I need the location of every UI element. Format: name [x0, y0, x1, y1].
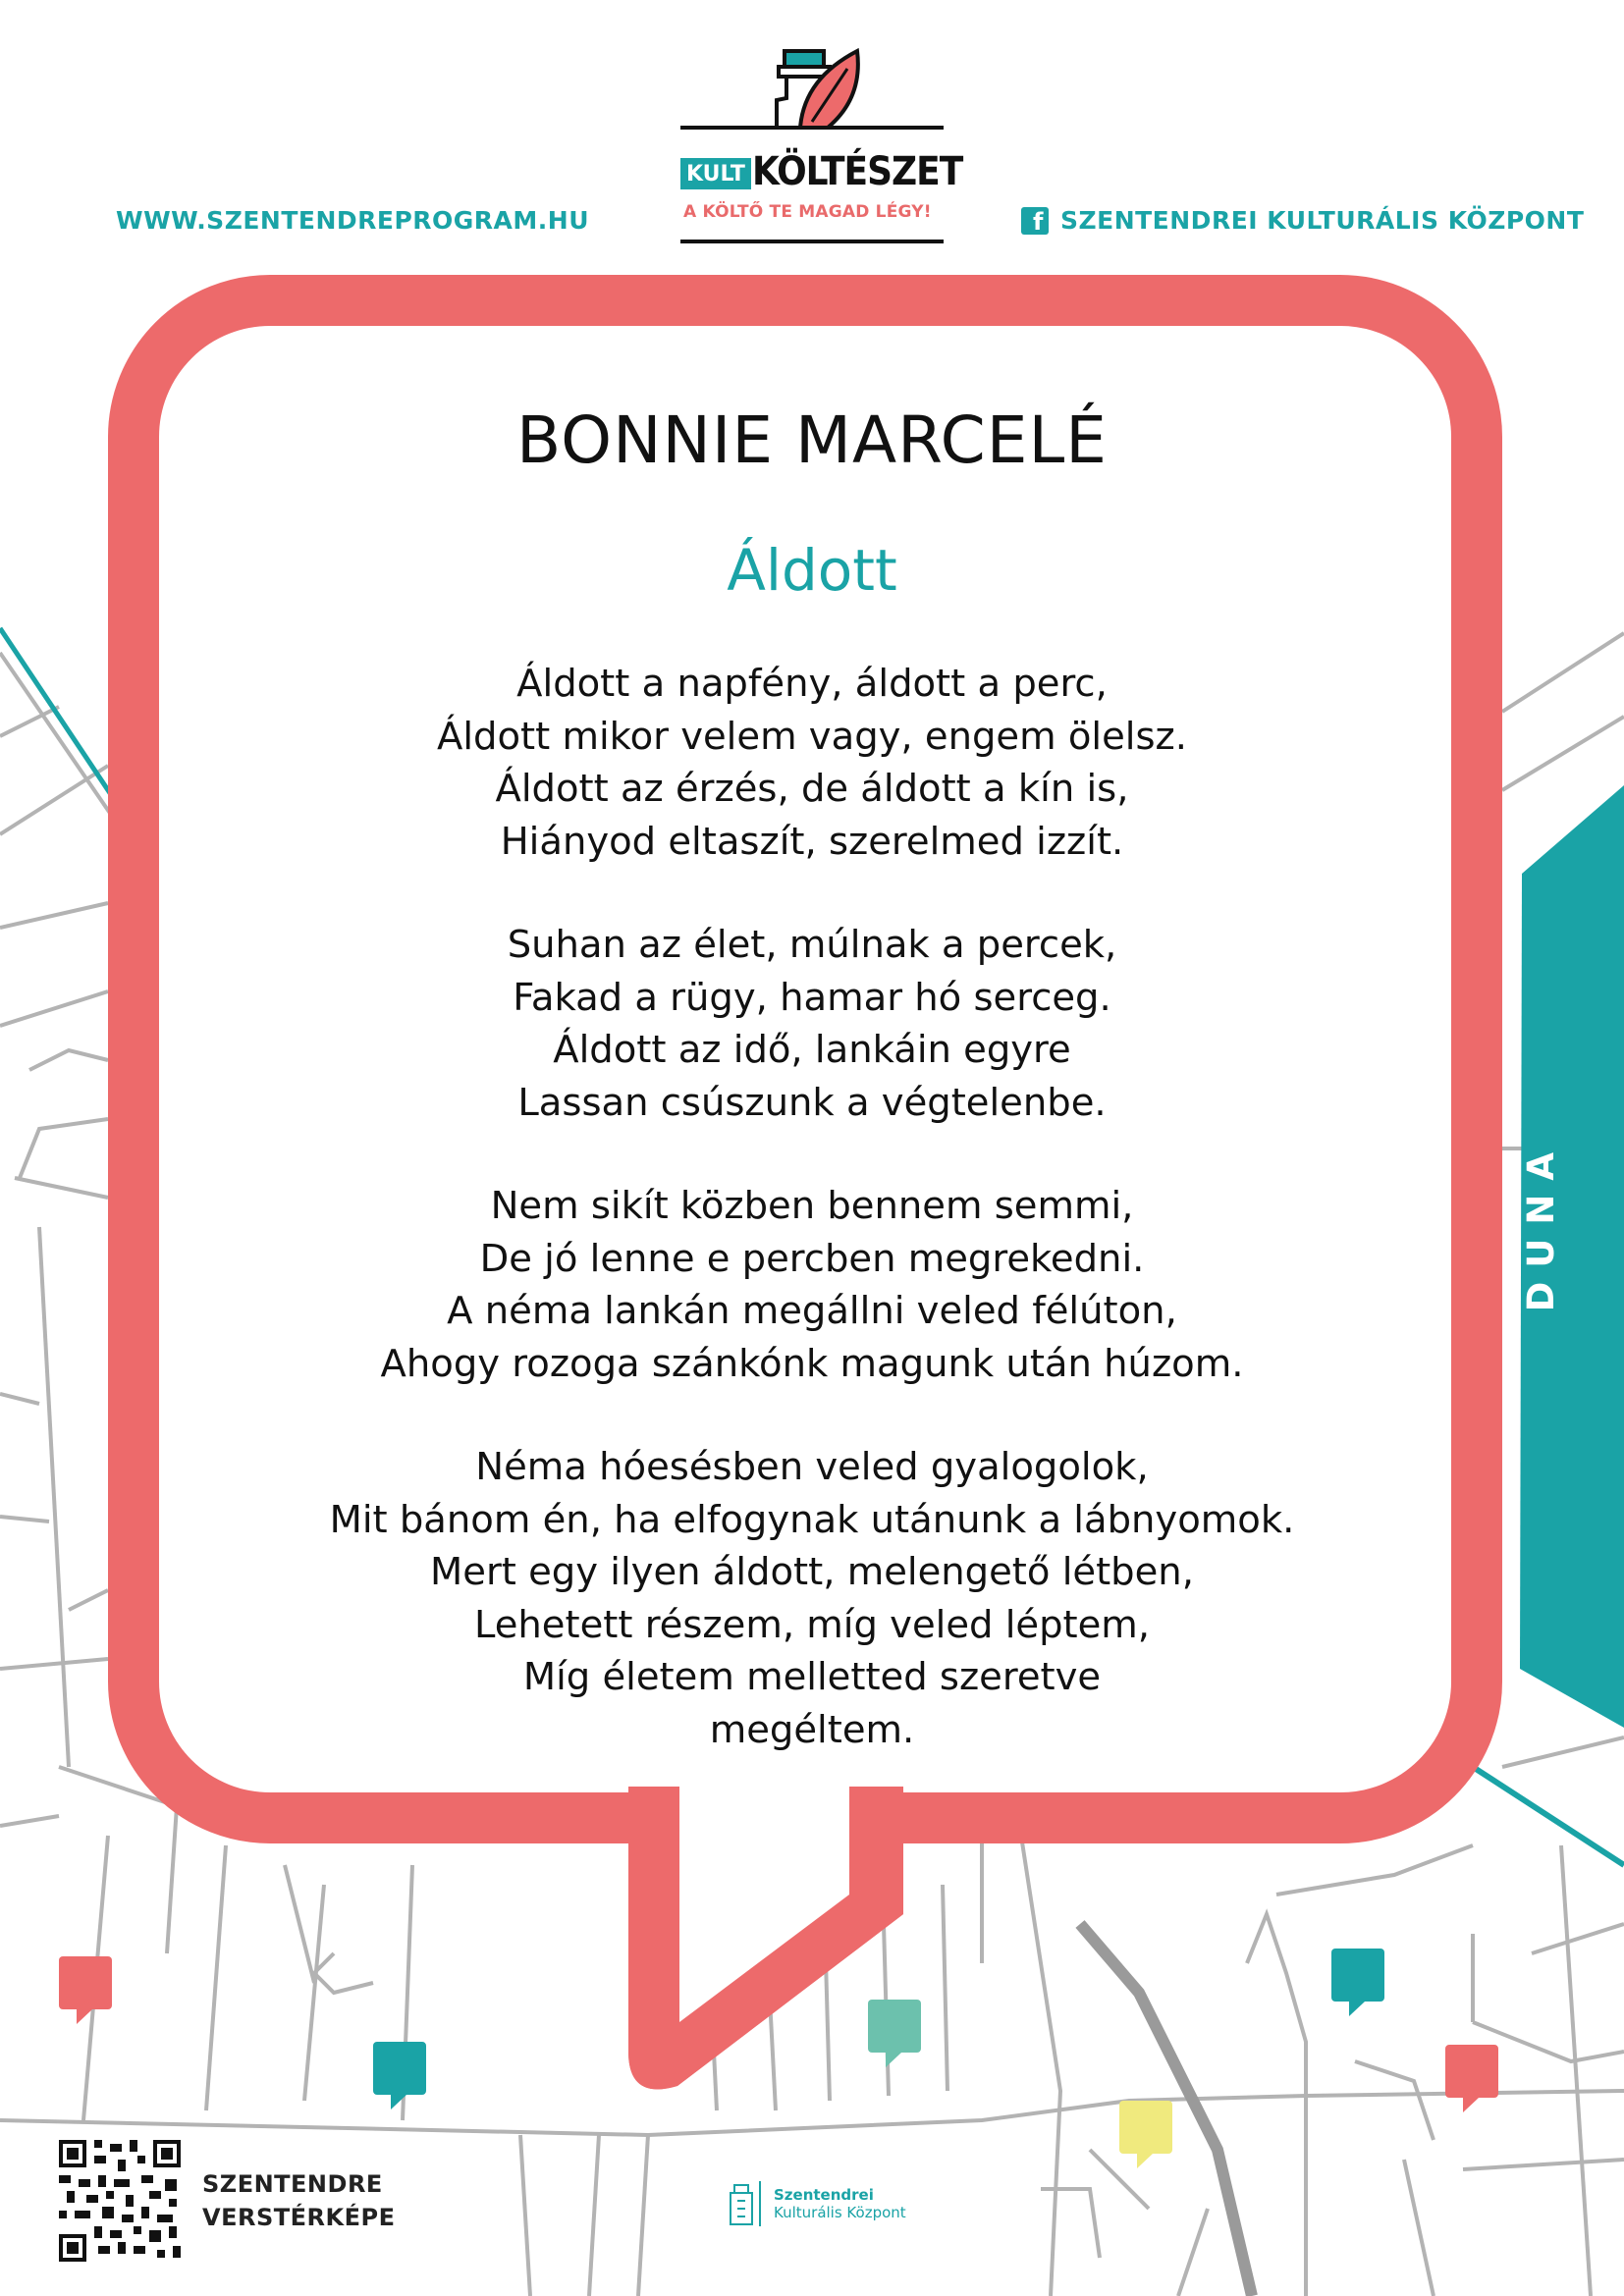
- poem-line: Suhan az élet, múlnak a percek,: [507, 923, 1117, 967]
- verster-label-line: SZENTENDRE: [202, 2170, 383, 2198]
- building-icon: [727, 2179, 766, 2228]
- map-marker-yellow: [1119, 2101, 1172, 2168]
- river-label: DUNA: [1520, 1139, 1562, 1312]
- verster-label-line: VERSTÉRKÉPE: [202, 2204, 396, 2231]
- poem-line: Fakad a rügy, hamar hó serceg.: [513, 975, 1111, 1020]
- poem-line: Mert egy ilyen áldott, melengető létben,: [430, 1550, 1194, 1594]
- stanza: [159, 658, 1465, 868]
- poem-line: Mit bánom én, ha elfogynak utánunk a lábnyomok.: [329, 1497, 1295, 1542]
- poem-stanzas: [159, 658, 1465, 1756]
- logo-kult-badge: KULT: [680, 158, 751, 189]
- facebook-icon: f: [1021, 207, 1049, 235]
- qr-code-icon[interactable]: [59, 2140, 181, 2262]
- poem-line: De jó lenne e percben megrekedni.: [479, 1236, 1145, 1281]
- org-logo: [727, 2179, 906, 2228]
- map-marker-red-left: [59, 1956, 112, 2024]
- poem-line: Áldott a napfény, áldott a perc,: [516, 662, 1108, 706]
- poem-line: Áldott mikor velem vagy, engem ölelsz.: [437, 714, 1187, 759]
- poem-line: Hiányod eltaszít, szerelmed izzít.: [500, 819, 1124, 864]
- facebook-label: SZENTENDREI KULTURÁLIS KÖZPONT: [1060, 206, 1585, 235]
- stanza: [159, 1180, 1465, 1390]
- poem-line: Míg életem melletted szeretve: [522, 1655, 1102, 1699]
- logo-tagline: A KÖLTŐ TE MAGAD LÉGY!: [683, 202, 932, 222]
- facebook-link[interactable]: [1021, 206, 1584, 235]
- poem-line: megéltem.: [709, 1707, 915, 1752]
- poem-line: Áldott az érzés, de áldott a kín is,: [495, 767, 1129, 811]
- poem-line: Néma hóesésben veled gyalogolok,: [475, 1445, 1149, 1489]
- stanza: [159, 919, 1465, 1129]
- poem-title: Áldott: [727, 537, 897, 604]
- map-marker-teal-right: [1331, 1949, 1384, 2016]
- map-marker-red-right: [1445, 2045, 1498, 2112]
- org-name-line: Szentendrei: [774, 2186, 874, 2204]
- kult-kolteszet-logo: [680, 39, 963, 245]
- poet-name: BONNIE MARCELÉ: [516, 402, 1108, 478]
- poem-content: [159, 324, 1465, 1756]
- map-marker-teal-left: [373, 2042, 426, 2109]
- website-link[interactable]: WWW.SZENTENDREPROGRAM.HU: [116, 206, 589, 235]
- poem-line: Ahogy rozoga szánkónk magunk után húzom.: [380, 1341, 1244, 1386]
- map-marker-mint: [868, 2000, 921, 2067]
- poem-line: Lehetett részem, míg veled léptem,: [473, 1602, 1151, 1647]
- org-name-line: Kulturális Központ: [774, 2204, 906, 2221]
- logo-wordmark: KÖLTÉSZET: [752, 149, 963, 194]
- stanza: [159, 1441, 1465, 1756]
- poem-line: Lassan csúszunk a végtelenbe.: [517, 1080, 1107, 1125]
- poem-line: Nem sikít közben bennem semmi,: [490, 1184, 1134, 1228]
- org-name: [774, 2186, 906, 2221]
- poem-line: A néma lankán megállni veled félúton,: [447, 1289, 1177, 1333]
- poem-line: Áldott az idő, lankáin egyre: [553, 1028, 1071, 1072]
- verster-label: [202, 2167, 395, 2234]
